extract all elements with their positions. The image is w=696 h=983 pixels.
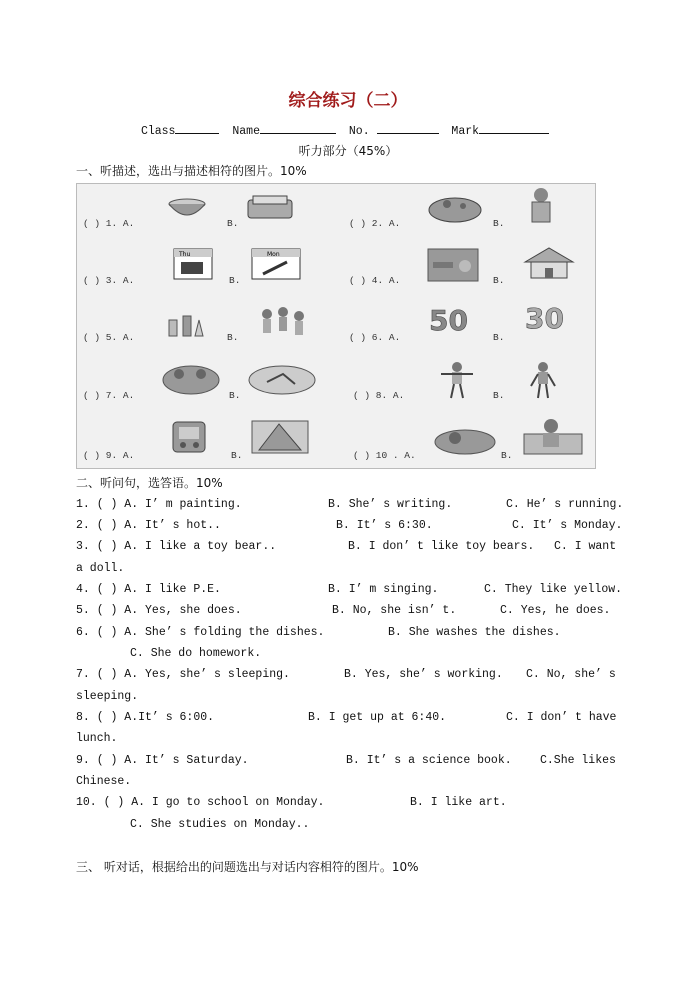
item-1-prefix: ( ) 1. A. xyxy=(83,218,135,229)
q9-option-b[interactable]: B. It’ s a science book. xyxy=(346,754,512,767)
q8-option-c[interactable]: C. I don’ t have xyxy=(506,711,617,724)
item-2-prefix: ( ) 2. A. xyxy=(349,218,401,229)
fifty-text: 50 xyxy=(429,304,468,334)
q6-option-a[interactable]: 6. ( ) A. She’ s folding the dishes. xyxy=(76,626,325,639)
no-label: No. xyxy=(348,125,370,138)
q1-option-c[interactable]: C. He’ s running. xyxy=(506,498,624,511)
item-10-b: B. xyxy=(501,450,513,461)
triangle-ruler-image xyxy=(251,420,309,454)
q5-option-a[interactable]: 5. ( ) A. Yes, she does. xyxy=(76,604,242,617)
man-sleeping-image xyxy=(433,424,497,456)
q9-option-a[interactable]: 9. ( ) A. It’ s Saturday. xyxy=(76,754,249,767)
q5-option-c[interactable]: C. Yes, he does. xyxy=(500,604,611,617)
item-3-b: B. xyxy=(229,275,241,286)
item-7-prefix: ( ) 7. A. xyxy=(83,390,135,401)
item-8-b: B. xyxy=(493,390,505,401)
children-playing-image xyxy=(257,304,309,340)
section1-heading: 一、听描述，选出与描述相符的图片。10% xyxy=(76,164,307,178)
number-thirty-image xyxy=(523,302,579,332)
q9-option-c-cont: Chinese. xyxy=(76,775,132,788)
class-blank[interactable] xyxy=(175,122,219,134)
q10-option-c[interactable]: C. She studies on Monday.. xyxy=(130,818,310,831)
q4-option-b[interactable]: B. I’ m singing. xyxy=(328,583,439,596)
item-6-b: B. xyxy=(493,332,505,343)
q2-option-c[interactable]: C. It’ s Monday. xyxy=(512,519,623,532)
item-6-prefix: ( ) 6. A. xyxy=(349,332,401,343)
calendar-mon-label: Mon xyxy=(267,251,280,258)
q7-option-b[interactable]: B. Yes, she’ s working. xyxy=(344,668,503,681)
bowl-image xyxy=(165,192,209,222)
picture-choices-panel xyxy=(76,183,596,469)
item-7-b: B. xyxy=(229,390,241,401)
item-1-b: B. xyxy=(227,218,239,229)
item-3-prefix: ( ) 3. A. xyxy=(83,275,135,286)
boy-arms-out-image xyxy=(439,360,475,400)
q1-option-b[interactable]: B. She’ s writing. xyxy=(328,498,453,511)
name-label: Name xyxy=(232,125,260,138)
q10-option-b[interactable]: B. I like art. xyxy=(410,796,507,809)
name-blank[interactable] xyxy=(260,122,336,134)
q1-option-a[interactable]: 1. ( ) A. I’ m painting. xyxy=(76,498,242,511)
item-5-prefix: ( ) 5. A. xyxy=(83,332,135,343)
q8-option-c-cont: lunch. xyxy=(76,732,118,745)
q8-option-a[interactable]: 8. ( ) A.It’ s 6:00. xyxy=(76,711,215,724)
mark-label: Mark xyxy=(451,125,480,138)
thirty-text: 30 xyxy=(525,302,564,332)
q2-option-b[interactable]: B. It’ s 6:30. xyxy=(336,519,433,532)
section2-heading: 二、听问句，选答语。10% xyxy=(76,476,223,490)
drinks-image xyxy=(163,306,207,340)
item-4-b: B. xyxy=(493,275,505,286)
q3-option-c-cont: a doll. xyxy=(76,562,125,575)
thursday-calendar-image xyxy=(173,248,213,280)
q7-option-c-cont: sleeping. xyxy=(76,690,139,703)
q4-option-c[interactable]: C. They like yellow. xyxy=(484,583,623,596)
q4-option-a[interactable]: 4. ( ) A. I like P.E. xyxy=(76,583,221,596)
item-5-b: B. xyxy=(227,332,239,343)
item-10-prefix: ( ) 10 . A. xyxy=(353,450,416,461)
girl-cooking-image xyxy=(523,186,559,226)
q3-option-a[interactable]: 3. ( ) A. I like a toy bear.. xyxy=(76,540,277,553)
no-blank[interactable] xyxy=(377,122,439,134)
q7-option-c[interactable]: C. No, she’ s xyxy=(526,668,616,681)
student-info-line xyxy=(0,122,696,138)
q9-option-c[interactable]: C.She likes xyxy=(540,754,616,767)
girl-drawing-image xyxy=(523,416,583,456)
lunchbox-image xyxy=(245,194,297,222)
item-4-prefix: ( ) 4. A. xyxy=(349,275,401,286)
game-console-image xyxy=(171,420,207,454)
q7-option-a[interactable]: 7. ( ) A. Yes, she’ s sleeping. xyxy=(76,668,290,681)
section3-heading: 三、 听对话，根据给出的问题选出与对话内容相符的图片。10% xyxy=(76,860,419,874)
q10-option-a[interactable]: 10. ( ) A. I go to school on Monday. xyxy=(76,796,325,809)
q6-option-c[interactable]: C. She do homework. xyxy=(130,647,262,660)
q8-option-b[interactable]: B. I get up at 6:40. xyxy=(308,711,447,724)
house-image xyxy=(521,244,577,280)
bathtub-image xyxy=(427,190,483,224)
class-label: Class xyxy=(140,125,176,138)
calendar-thu-label: Thu xyxy=(179,251,191,258)
q3-option-b[interactable]: B. I don’ t like toy bears. xyxy=(348,540,535,553)
girl-reading-image xyxy=(247,362,317,396)
item-9-b: B. xyxy=(231,450,243,461)
item-9-prefix: ( ) 9. A. xyxy=(83,450,135,461)
page-title: 综合练习（二） xyxy=(288,91,408,111)
number-fifty-image xyxy=(427,304,483,334)
boy-standing-image xyxy=(525,360,561,400)
q5-option-b[interactable]: B. No, she isn’ t. xyxy=(332,604,457,617)
q6-option-b[interactable]: B. She washes the dishes. xyxy=(388,626,561,639)
monday-calendar-image xyxy=(251,248,301,280)
mark-blank[interactable] xyxy=(479,122,549,134)
kids-music-image xyxy=(161,360,221,396)
q2-option-a[interactable]: 2. ( ) A. It’ s hot.. xyxy=(76,519,221,532)
listening-subtitle: 听力部分（45%） xyxy=(298,144,398,158)
item-2-b: B. xyxy=(493,218,505,229)
item-8-prefix: ( ) 8. A. xyxy=(353,390,405,401)
classroom-scene-image xyxy=(427,248,479,282)
q3-option-c[interactable]: C. I want xyxy=(554,540,617,553)
